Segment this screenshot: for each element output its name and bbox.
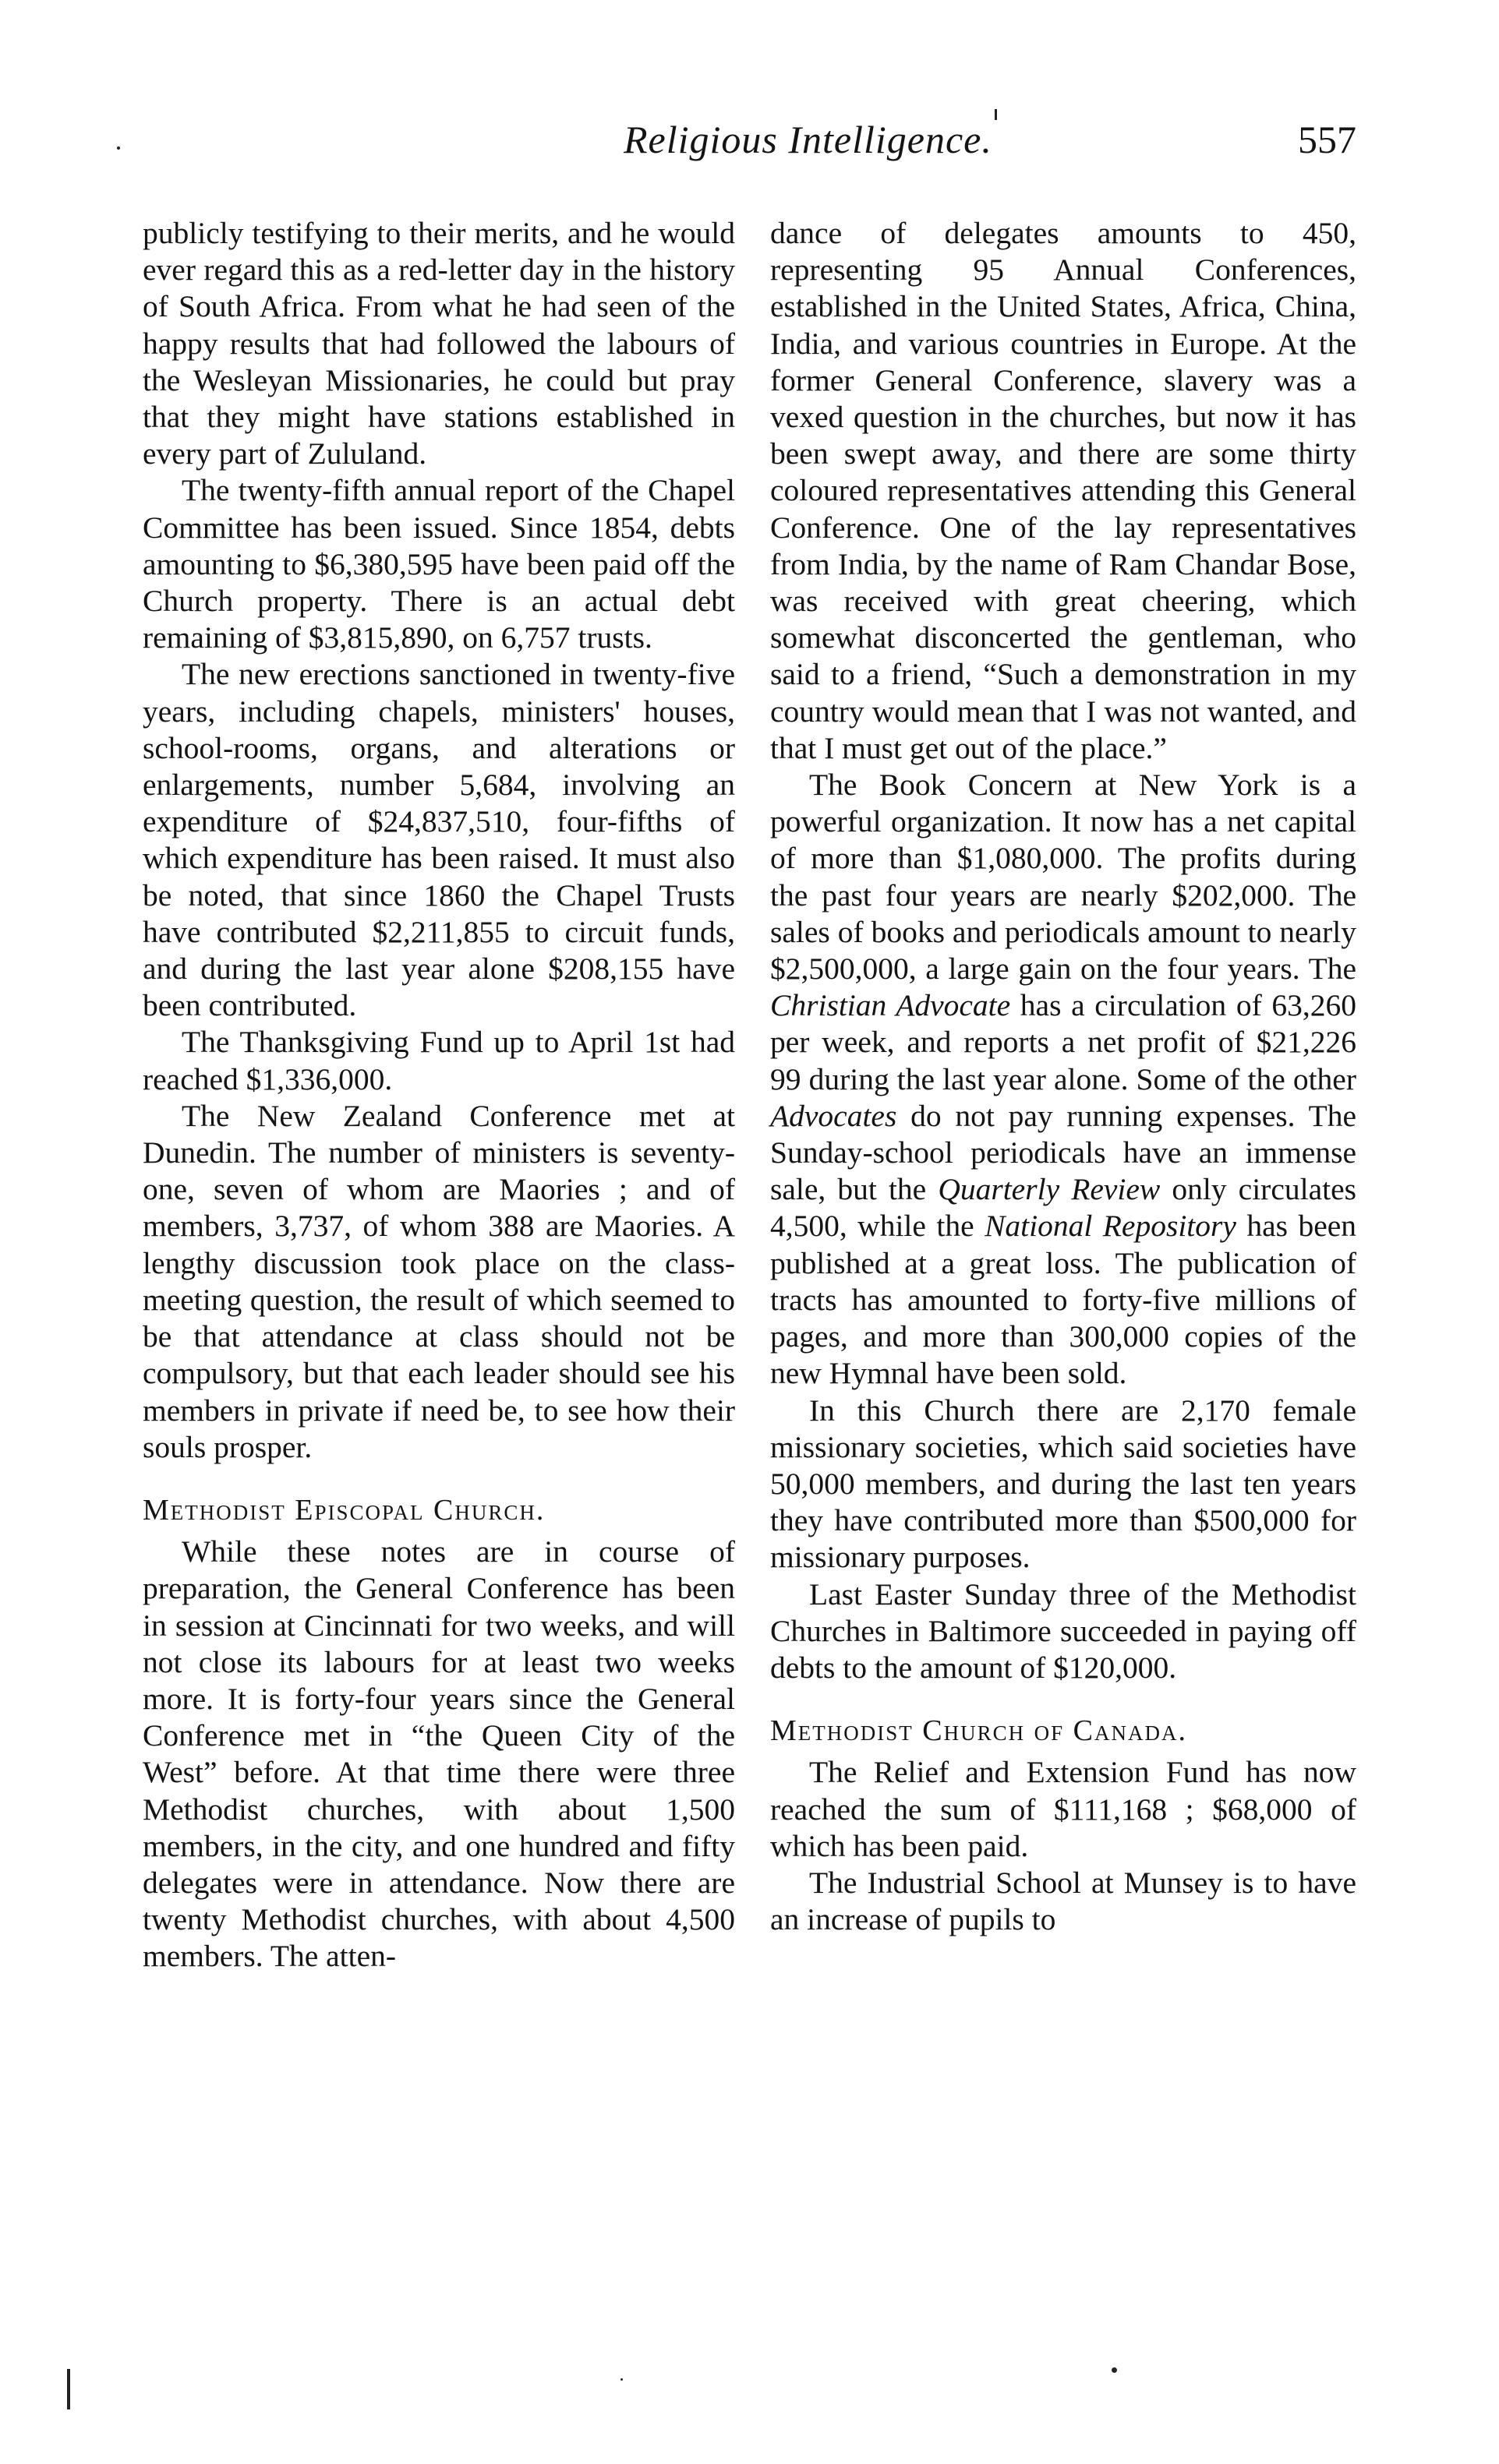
paragraph-new-zealand: The New Zealand Conference met at Dunedin. The number of ministers is seventy-one, seven of whom are Maories ; and of members, 3,737, of whom 388 are Maories. A lengthy discussion took place on the class-meeting question, the result of which seemed to be that attendance at class should not be compulsory, but that each leader should see his members in private if need be, to see how their souls prosper. xyxy=(143,1098,735,1464)
text-run: has a circulation of 63,260 per week, and reports a net profit of $21,226 99 during the last year alone. Some of the other xyxy=(770,988,1356,1096)
paragraph-baltimore: Last Easter Sunday three of the Methodist Churches in Baltimore succeeded in paying off debts to the amount of $120,000. xyxy=(770,1576,1356,1685)
paragraph-book-concern xyxy=(770,767,1356,1392)
page-header xyxy=(140,117,1356,179)
paragraph-missionary-societies: In this Church there are 2,170 female missionary societies, which said societies have 50,000 members, and during the last ten years they have contributed more than $500,000 for missionary purposes. xyxy=(770,1393,1356,1575)
running-title: Religious Intelligence. xyxy=(624,118,992,161)
text-run: do not pay running expenses. The Sunday-school periodicals have an immense sale, but the xyxy=(770,1098,1356,1207)
print-speck xyxy=(117,146,120,150)
section-heading-methodist-episcopal: Methodist Episcopal Church. xyxy=(143,1493,546,1527)
paragraph-relief-fund: The Relief and Extension Fund has now reached the sum of $111,168 ; $68,000 of which has been paid. xyxy=(770,1755,1356,1863)
scan-edge-mark xyxy=(67,2369,70,2409)
text-run: only circulates 4,500, while the xyxy=(770,1172,1356,1244)
right-column xyxy=(770,215,1356,1938)
italic-title: Christian Advocate xyxy=(770,988,1011,1023)
italic-title: Advocates xyxy=(770,1098,897,1133)
paragraph-industrial-school: The Industrial School at Munsey is to have an increase of pupils to xyxy=(770,1865,1356,1937)
paragraph-new-erections: The new erections sanctioned in twenty-five years, including chapels, ministers' houses, school-rooms, organs, and alterations or enlargements, number 5,684, involving an expenditure of $24,837,510, four-fifths of which expenditure has been raised. It must also be noted, that since 1860 the Chapel Trusts have contributed $2,211,855 to circuit funds, and during the last year alone $208,155 have been contributed. xyxy=(143,657,735,1023)
paragraph-thanksgiving-fund: The Thanksgiving Fund up to April 1st had reached $1,336,000. xyxy=(143,1025,735,1096)
paragraph-chapel-committee: The twenty-fifth annual report of the Chapel Committee has been issued. Since 1854, debts amounting to $6,380,595 have been paid off the Church property. There is an actual debt remaining of $3,815,890, on 6,757 trusts. xyxy=(143,473,735,655)
paragraph-zululand: publicly testifying to their merits, and he would ever regard this as a red-letter day in the history of South Africa. From what he had seen of the happy results that had followed the labours of the Wesleyan Missionaries, he could but pray that they might have stations established in every part of Zululand. xyxy=(143,216,735,471)
text-run: The Book Concern at New York is a powerful organization. It now has a net capital of more than $1,080,000. The profits during the past four years are nearly $202,000. The sales of books and periodicals amount to nearly $2,500,000, a large gain on the four years. The xyxy=(770,768,1356,987)
italic-title: National Repository xyxy=(985,1209,1236,1244)
left-column xyxy=(143,215,735,1975)
italic-title: Quarterly Review xyxy=(938,1172,1161,1207)
section-heading-methodist-canada: Methodist Church of Canada. xyxy=(770,1714,1187,1748)
print-speck xyxy=(995,109,997,120)
paragraph-general-conference: While these notes are in course of preparation, the General Conference has been in session at Cincinnati for two weeks, and will not close its labours for at least two weeks more. It is forty-four years since the General Conference met in “the Queen City of the West” before. At that time there were three Methodist churches, with about 1,500 members, in the city, and one hundred and fifty delegates were in attendance. Now there are twenty Methodist churches, with about 4,500 members. The atten- xyxy=(143,1534,735,1974)
paragraph-delegates: dance of delegates amounts to 450, representing 95 Annual Conferences, established in the United States, Africa, China, India, and various countries in Europe. At the former General Conference, slavery was a vexed question in the churches, but now it has been swept away, and there are some thirty coloured representatives attending this General Conference. One of the lay representatives from India, by the name of Ram Chandar Bose, was received with great cheering, which somewhat disconcerted the gentleman, who said to a friend, “Such a demonstration in my country would mean that I was not wanted, and that I must get out of the place.” xyxy=(770,216,1356,765)
print-speck xyxy=(1112,2367,1117,2373)
page-number: 557 xyxy=(1298,118,1356,161)
text-run: has been published at a great loss. The publication of tracts has amounted to forty-five millions of pages, and more than 300,000 copies of the new Hymnal have been sold. xyxy=(770,1209,1357,1391)
print-speck xyxy=(620,2378,623,2381)
